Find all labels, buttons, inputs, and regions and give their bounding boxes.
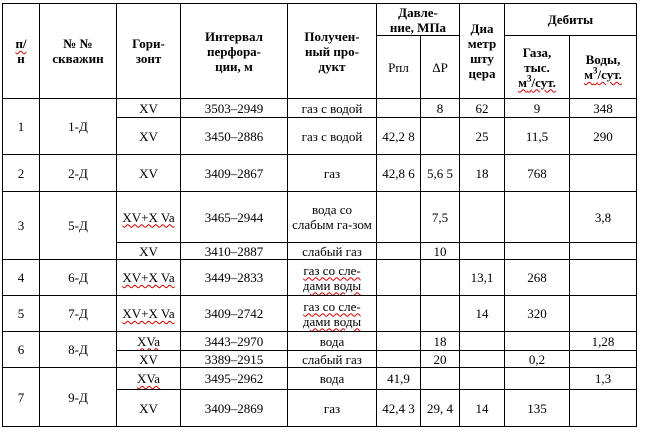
cell-n: 3 [3,192,40,260]
header-diameter: Диа метр шту цера [460,4,505,99]
cell-delta-p: 18 [421,332,460,351]
cell-n: 5 [3,296,40,332]
table-row [3,99,637,118]
header-debits: Дебиты [505,4,637,36]
cell-interval: 3450–2886 [181,118,288,155]
header-n: п/ н [3,4,40,99]
table-row [3,296,637,332]
cell-interval: 3409–2742 [181,296,288,332]
cell-gas [505,332,570,351]
cell-gas: 268 [505,260,570,296]
cell-p-pl [377,99,421,118]
cell-n: 2 [3,155,40,192]
cell-product: слабый газ [288,351,377,368]
cell-p-pl: 41,9 [377,368,421,390]
cell-interval: 3409–2867 [181,155,288,192]
cell-gas: 135 [505,390,570,427]
cell-diameter: 25 [460,118,505,155]
cell-p-pl: 42,8 6 [377,155,421,192]
table-row [3,155,637,192]
cell-water [570,390,637,427]
cell-water [570,260,637,296]
cell-delta-p [421,368,460,390]
cell-horizon: XV+X Va [117,260,181,296]
cell-product: газ с водой [288,118,377,155]
cell-well: 9-Д [40,368,117,427]
header-water: Воды, $м^3$/сут. [570,36,637,99]
cell-diameter: 14 [460,390,505,427]
cell-product: газ со сле-дами воды [288,260,377,296]
cell-horizon: XV+X Va [117,192,181,243]
cell-gas: 11,5 [505,118,570,155]
table-row [3,368,637,390]
cell-product: вода [288,368,377,390]
header-interval: Интервал перфора- ции, м [181,4,288,99]
cell-diameter [460,192,505,243]
cell-interval: 3503–2949 [181,99,288,118]
cell-gas: 768 [505,155,570,192]
cell-water [570,243,637,260]
cell-interval: 3495–2962 [181,368,288,390]
cell-product: газ со сле-дами воды [288,296,377,332]
cell-horizon: XV [117,351,181,368]
cell-product: газ [288,390,377,427]
cell-gas: 0,2 [505,351,570,368]
cell-diameter [460,368,505,390]
cell-delta-p: 10 [421,243,460,260]
table-row [3,332,637,351]
cell-p-pl [377,296,421,332]
table-row [3,260,637,296]
cell-product: вода [288,332,377,351]
cell-delta-p [421,296,460,332]
cell-p-pl [377,260,421,296]
cell-horizon: XV [117,243,181,260]
cell-product: вода со слабым га-зом [288,192,377,243]
cell-delta-p [421,118,460,155]
cell-horizon: XV [117,390,181,427]
cell-p-pl: 42,2 8 [377,118,421,155]
cell-horizon: XV [117,118,181,155]
cell-gas [505,243,570,260]
cell-interval: 3409–2869 [181,390,288,427]
cell-diameter [460,243,505,260]
cell-interval: 3389–2915 [181,351,288,368]
cell-water: 1,28 [570,332,637,351]
cell-n: 1 [3,99,40,155]
cell-well: 6-Д [40,260,117,296]
cell-horizon: XV [117,99,181,118]
cell-diameter: 18 [460,155,505,192]
cell-horizon: XVa [117,368,181,390]
cell-water: 3,8 [570,192,637,243]
cell-interval: 3465–2944 [181,192,288,243]
cell-p-pl [377,351,421,368]
header-delta-p: ΔP [421,36,460,99]
cell-horizon: XV+X Va [117,296,181,332]
cell-interval: 3449–2833 [181,260,288,296]
cell-n: 6 [3,332,40,368]
cell-n: 7 [3,368,40,427]
cell-well: 5-Д [40,192,117,260]
cell-diameter [460,332,505,351]
cell-interval: 3443–2970 [181,332,288,351]
header-product: Получен- ный про- дукт [288,4,377,99]
cell-gas: 9 [505,99,570,118]
cell-delta-p: 8 [421,99,460,118]
cell-gas [505,368,570,390]
cell-gas: 320 [505,296,570,332]
cell-diameter: 13,1 [460,260,505,296]
cell-interval: 3410–2887 [181,243,288,260]
cell-delta-p: 20 [421,351,460,368]
cell-p-pl [377,192,421,243]
cell-well: 2-Д [40,155,117,192]
cell-delta-p [421,260,460,296]
cell-water: 290 [570,118,637,155]
cell-p-pl [377,332,421,351]
cell-water: 1,3 [570,368,637,390]
cell-diameter: 62 [460,99,505,118]
cell-water: 348 [570,99,637,118]
header-horizon: Гори- зонт [117,4,181,99]
well-test-table [2,3,637,427]
cell-product: газ [288,155,377,192]
cell-p-pl [377,243,421,260]
cell-diameter: 14 [460,296,505,332]
cell-product: газ с водой [288,99,377,118]
cell-delta-p: 5,6 5 [421,155,460,192]
cell-well: 1-Д [40,99,117,155]
cell-product: слабый газ [288,243,377,260]
cell-p-pl: 42,4 3 [377,390,421,427]
cell-n: 4 [3,260,40,296]
cell-gas [505,192,570,243]
header-well: № № скважин [40,4,117,99]
header-p-pl: Pпл [377,36,421,99]
cell-diameter [460,351,505,368]
table-row [3,192,637,243]
header-gas: Газа, тыс. $м^3$/сут. [505,36,570,99]
cell-well: 8-Д [40,332,117,368]
header-pressure: Давле- ние, МПа [377,4,460,36]
cell-well: 7-Д [40,296,117,332]
cell-water [570,351,637,368]
cell-delta-p: 29, 4 [421,390,460,427]
cell-water [570,155,637,192]
cell-delta-p: 7,5 [421,192,460,243]
cell-horizon: XVa [117,332,181,351]
cell-water [570,296,637,332]
cell-horizon: XV [117,155,181,192]
